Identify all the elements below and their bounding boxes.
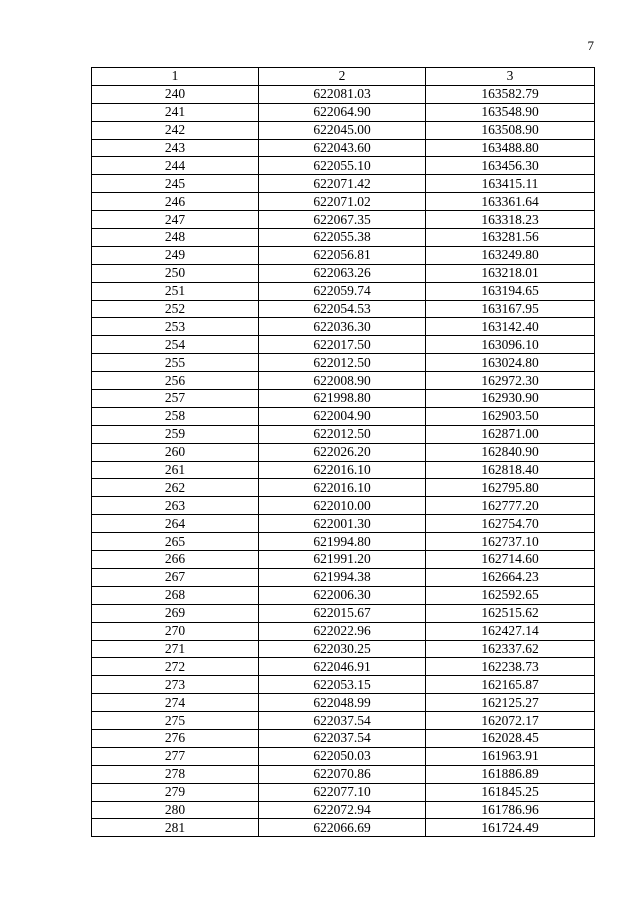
table-cell-col-2: 622059.74 (259, 282, 426, 300)
table-cell-col-2: 622036.30 (259, 318, 426, 336)
table-cell-col-2: 622067.35 (259, 211, 426, 229)
table-cell-col-3: 163488.80 (426, 139, 595, 157)
table-cell-col-2: 622012.50 (259, 354, 426, 372)
table-cell-col-3: 162777.20 (426, 497, 595, 515)
table-cell-col-1: 275 (92, 712, 259, 730)
table-cell-col-1: 244 (92, 157, 259, 175)
table-cell-col-3: 162165.87 (426, 676, 595, 694)
table-cell-col-1: 250 (92, 264, 259, 282)
table-cell-col-1: 279 (92, 783, 259, 801)
table-cell-col-3: 161786.96 (426, 801, 595, 819)
table-row (92, 747, 595, 765)
table-cell-col-1: 257 (92, 390, 259, 408)
table-row (92, 407, 595, 425)
table-row (92, 390, 595, 408)
table-header-row (92, 68, 595, 86)
table-cell-col-3: 162664.23 (426, 568, 595, 586)
table-cell-col-3: 162072.17 (426, 712, 595, 730)
table-cell-col-2: 622071.02 (259, 193, 426, 211)
table-cell-col-3: 161724.49 (426, 819, 595, 837)
table-cell-col-3: 162028.45 (426, 729, 595, 747)
table-row (92, 479, 595, 497)
table-row (92, 729, 595, 747)
table-cell-col-1: 256 (92, 372, 259, 390)
table-row (92, 586, 595, 604)
table-cell-col-3: 163456.30 (426, 157, 595, 175)
table-cell-col-1: 280 (92, 801, 259, 819)
table-cell-col-3: 162930.90 (426, 390, 595, 408)
table-cell-col-2: 622064.90 (259, 103, 426, 121)
table-cell-col-2: 622008.90 (259, 372, 426, 390)
table-cell-col-2: 622030.25 (259, 640, 426, 658)
table-cell-col-1: 254 (92, 336, 259, 354)
table-cell-col-1: 245 (92, 175, 259, 193)
table-cell-col-2: 622043.60 (259, 139, 426, 157)
table-cell-col-1: 276 (92, 729, 259, 747)
table-row (92, 533, 595, 551)
table-row (92, 515, 595, 533)
table-cell-col-3: 163096.10 (426, 336, 595, 354)
table-cell-col-3: 162972.30 (426, 372, 595, 390)
table-cell-col-3: 163142.40 (426, 318, 595, 336)
table-cell-col-2: 621994.80 (259, 533, 426, 551)
table-cell-col-1: 255 (92, 354, 259, 372)
table-row (92, 211, 595, 229)
table-cell-col-3: 163318.23 (426, 211, 595, 229)
table-row (92, 282, 595, 300)
table-row (92, 819, 595, 837)
table-row (92, 229, 595, 247)
column-header-1: 1 (92, 68, 259, 86)
table-cell-col-3: 161845.25 (426, 783, 595, 801)
table-cell-col-1: 248 (92, 229, 259, 247)
table-cell-col-2: 622016.10 (259, 479, 426, 497)
table-cell-col-3: 161886.89 (426, 765, 595, 783)
table-cell-col-1: 269 (92, 604, 259, 622)
table-cell-col-2: 622037.54 (259, 729, 426, 747)
table-cell-col-3: 162592.65 (426, 586, 595, 604)
table-cell-col-3: 163582.79 (426, 85, 595, 103)
table-cell-col-2: 622056.81 (259, 246, 426, 264)
table-row (92, 712, 595, 730)
table-cell-col-1: 270 (92, 622, 259, 640)
table-cell-col-3: 161963.91 (426, 747, 595, 765)
table-row (92, 103, 595, 121)
table-cell-col-2: 622012.50 (259, 425, 426, 443)
table-cell-col-2: 622066.69 (259, 819, 426, 837)
table-row (92, 443, 595, 461)
table-cell-col-1: 246 (92, 193, 259, 211)
table-cell-col-3: 162871.00 (426, 425, 595, 443)
table-body (92, 85, 595, 836)
table-row (92, 783, 595, 801)
table-row (92, 300, 595, 318)
table-cell-col-2: 622071.42 (259, 175, 426, 193)
table-cell-col-3: 163415.11 (426, 175, 595, 193)
table-row (92, 497, 595, 515)
table-row (92, 801, 595, 819)
table-cell-col-3: 163548.90 (426, 103, 595, 121)
table-cell-col-2: 622046.91 (259, 658, 426, 676)
table-cell-col-1: 278 (92, 765, 259, 783)
table-cell-col-1: 261 (92, 461, 259, 479)
table-cell-col-3: 162125.27 (426, 694, 595, 712)
table-row (92, 622, 595, 640)
table-row (92, 425, 595, 443)
table-cell-col-1: 242 (92, 121, 259, 139)
table-cell-col-1: 281 (92, 819, 259, 837)
table-cell-col-2: 622026.20 (259, 443, 426, 461)
table-row (92, 765, 595, 783)
table-cell-col-3: 162238.73 (426, 658, 595, 676)
table-row (92, 640, 595, 658)
table-cell-col-1: 262 (92, 479, 259, 497)
table-cell-col-2: 622006.30 (259, 586, 426, 604)
table-cell-col-3: 162840.90 (426, 443, 595, 461)
table-cell-col-3: 162515.62 (426, 604, 595, 622)
table-cell-col-2: 622053.15 (259, 676, 426, 694)
table-cell-col-2: 622016.10 (259, 461, 426, 479)
table-cell-col-2: 622010.00 (259, 497, 426, 515)
table-cell-col-3: 163361.64 (426, 193, 595, 211)
table-cell-col-2: 622055.38 (259, 229, 426, 247)
table-cell-col-1: 253 (92, 318, 259, 336)
table-cell-col-1: 249 (92, 246, 259, 264)
table-cell-col-1: 264 (92, 515, 259, 533)
table-cell-col-3: 163218.01 (426, 264, 595, 282)
table-cell-col-2: 622081.03 (259, 85, 426, 103)
table-cell-col-3: 162754.70 (426, 515, 595, 533)
table-cell-col-1: 271 (92, 640, 259, 658)
table-cell-col-3: 162337.62 (426, 640, 595, 658)
table-cell-col-3: 162903.50 (426, 407, 595, 425)
table-cell-col-2: 622055.10 (259, 157, 426, 175)
table-cell-col-2: 622077.10 (259, 783, 426, 801)
table-row (92, 658, 595, 676)
table-cell-col-2: 622050.03 (259, 747, 426, 765)
table-row (92, 694, 595, 712)
table-cell-col-2: 622001.30 (259, 515, 426, 533)
table-cell-col-1: 277 (92, 747, 259, 765)
table-cell-col-1: 265 (92, 533, 259, 551)
table-row (92, 264, 595, 282)
table-row (92, 85, 595, 103)
table-cell-col-3: 163249.80 (426, 246, 595, 264)
table-cell-col-1: 274 (92, 694, 259, 712)
table-row (92, 193, 595, 211)
table-cell-col-3: 163024.80 (426, 354, 595, 372)
table-row (92, 139, 595, 157)
table-row (92, 372, 595, 390)
table-cell-col-2: 622037.54 (259, 712, 426, 730)
table-cell-col-1: 240 (92, 85, 259, 103)
table-cell-col-2: 622022.96 (259, 622, 426, 640)
table-cell-col-1: 241 (92, 103, 259, 121)
table-row (92, 246, 595, 264)
table-cell-col-1: 252 (92, 300, 259, 318)
table-cell-col-2: 621994.38 (259, 568, 426, 586)
table-row (92, 354, 595, 372)
table-row (92, 604, 595, 622)
table-cell-col-2: 622048.99 (259, 694, 426, 712)
table-cell-col-1: 267 (92, 568, 259, 586)
table-cell-col-1: 263 (92, 497, 259, 515)
table-cell-col-2: 622054.53 (259, 300, 426, 318)
table-cell-col-3: 162714.60 (426, 551, 595, 569)
table-cell-col-1: 260 (92, 443, 259, 461)
table-cell-col-3: 163167.95 (426, 300, 595, 318)
table-cell-col-2: 622063.26 (259, 264, 426, 282)
table-row (92, 336, 595, 354)
table-row (92, 676, 595, 694)
table-cell-col-3: 163508.90 (426, 121, 595, 139)
table-cell-col-1: 259 (92, 425, 259, 443)
table-row (92, 157, 595, 175)
column-header-3: 3 (426, 68, 595, 86)
table-cell-col-3: 163281.56 (426, 229, 595, 247)
table-cell-col-2: 622017.50 (259, 336, 426, 354)
table-cell-col-1: 268 (92, 586, 259, 604)
table-cell-col-3: 162818.40 (426, 461, 595, 479)
table-cell-col-3: 162427.14 (426, 622, 595, 640)
table-cell-col-2: 622004.90 (259, 407, 426, 425)
table-cell-col-1: 247 (92, 211, 259, 229)
table-cell-col-1: 243 (92, 139, 259, 157)
column-header-2: 2 (259, 68, 426, 86)
table-cell-col-2: 622072.94 (259, 801, 426, 819)
table-cell-col-2: 621991.20 (259, 551, 426, 569)
page-number: 7 (587, 38, 594, 53)
table-cell-col-1: 266 (92, 551, 259, 569)
table-row (92, 568, 595, 586)
table-cell-col-1: 251 (92, 282, 259, 300)
table-cell-col-1: 273 (92, 676, 259, 694)
table-row (92, 318, 595, 336)
table-cell-col-3: 162795.80 (426, 479, 595, 497)
table-cell-col-3: 162737.10 (426, 533, 595, 551)
table-row (92, 175, 595, 193)
coordinates-table (91, 67, 595, 837)
table-cell-col-1: 258 (92, 407, 259, 425)
table-row (92, 121, 595, 139)
table-cell-col-2: 622070.86 (259, 765, 426, 783)
table-cell-col-2: 621998.80 (259, 390, 426, 408)
table-cell-col-2: 622015.67 (259, 604, 426, 622)
table-cell-col-3: 163194.65 (426, 282, 595, 300)
table-cell-col-2: 622045.00 (259, 121, 426, 139)
table-cell-col-1: 272 (92, 658, 259, 676)
table-row (92, 551, 595, 569)
table-row (92, 461, 595, 479)
